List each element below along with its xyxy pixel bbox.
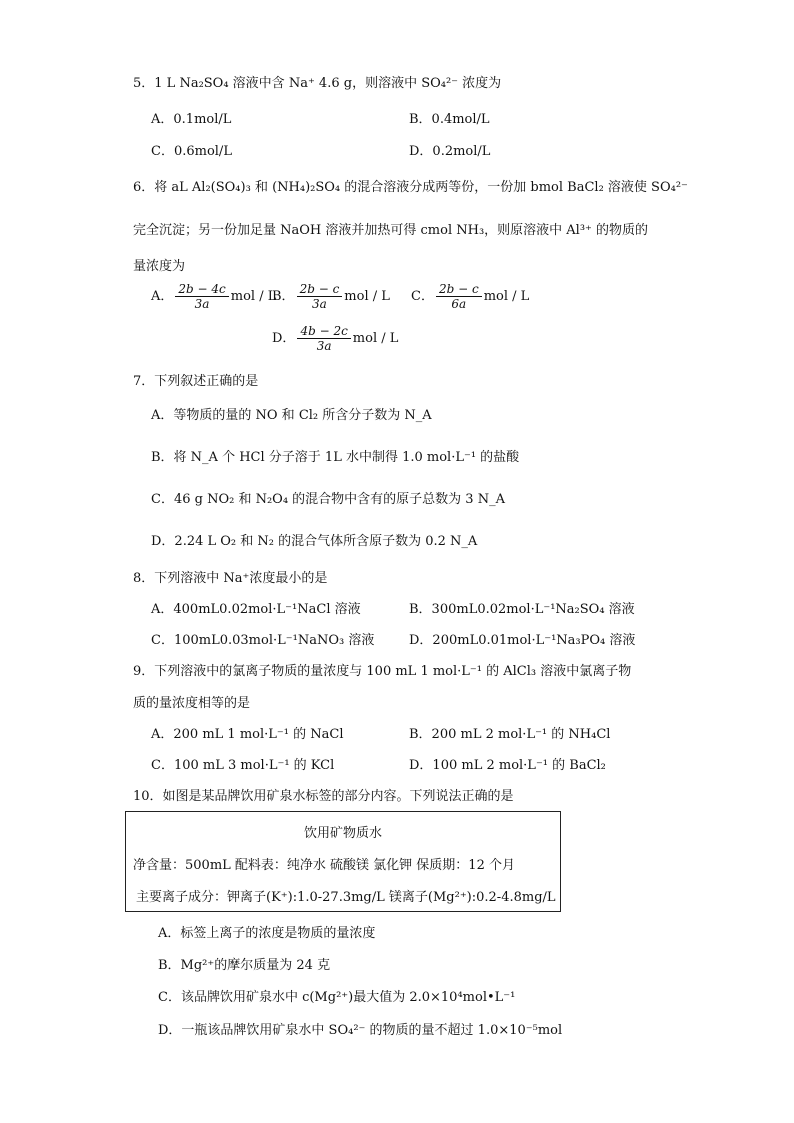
label-title: 饮用矿物质水 [303, 826, 382, 841]
q6-option-c-unit: mol / L [483, 289, 530, 304]
q6-option-d-label: D． [272, 331, 296, 346]
q6-option-a [151, 282, 276, 311]
q6-option-b-fraction [297, 282, 343, 311]
q9-stem-line1: 9．下列溶液中的氯离子物质的量浓度与 100 mL 1 mol·L⁻¹ 的 AlCl₃ 溶液中氯离子物 [133, 664, 632, 679]
q8-option-d: D．200mL0.01mol·L⁻¹Na₃PO₄ 溶液 [409, 633, 636, 648]
q6-stem-line3: 量浓度为 [133, 259, 186, 274]
q8-option-b: B．300mL0.02mol·L⁻¹Na₂SO₄ 溶液 [409, 602, 635, 617]
q6-option-c [411, 282, 529, 311]
q5-stem: 5．1 L Na₂SO₄ 溶液中含 Na⁺ 4.6 g，则溶液中 SO₄²⁻ 浓度为 [133, 76, 502, 91]
q6-option-c-fraction [436, 282, 482, 311]
q8-stem: 8．下列溶液中 Na⁺浓度最小的是 [133, 571, 328, 586]
q10-option-d: D．一瓶该品牌饮用矿泉水中 SO₄²⁻ 的物质的量不超过 1.0×10⁻⁵mol [158, 1023, 563, 1038]
q6-option-a-numerator: 2b − 4c [175, 282, 228, 297]
q7-option-a: A．等物质的量的 NO 和 Cl₂ 所含分子数为 N_A [151, 408, 432, 423]
q5-option-a: A．0.1mol/L [151, 112, 232, 127]
q8-option-c: C．100mL0.03mol·L⁻¹NaNO₃ 溶液 [151, 633, 375, 648]
q6-option-d-denominator: 3a [316, 339, 332, 353]
q6-stem-line1: 6．将 aL Al₂(SO₄)₃ 和 (NH₄)₂SO₄ 的混合溶液分成两等份，一份加 bmol BaCl₂ 溶液使 SO₄²⁻ [133, 180, 688, 195]
q8-option-a: A．400mL0.02mol·L⁻¹NaCl 溶液 [151, 602, 361, 617]
q6-option-b-numerator: 2b − c [297, 282, 343, 297]
q10-option-c: C．该品牌饮用矿泉水中 c(Mg²⁺)最大值为 2.0×10⁴mol•L⁻¹ [158, 990, 516, 1005]
q6-option-b-unit: mol / L [344, 289, 390, 304]
q7-option-b: B．将 N_A 个 HCl 分子溶于 1L 水中制得 1.0 mol·L⁻¹ 的盐酸 [151, 450, 520, 465]
q6-option-b-denominator: 3a [312, 297, 327, 311]
q5-option-d: D．0.2mol/L [409, 144, 491, 159]
q5-option-c: C．0.6mol/L [151, 144, 232, 159]
q6-option-a-unit: mol / L [230, 289, 277, 304]
q6-option-a-label: A． [151, 289, 174, 304]
q6-option-d-fraction [297, 324, 350, 353]
q9-option-d: D．100 mL 2 mol·L⁻¹ 的 BaCl₂ [409, 758, 606, 773]
q6-option-c-label: C． [411, 289, 434, 304]
mineral-water-label-box [125, 811, 561, 912]
q6-option-b-label: B． [272, 289, 295, 304]
q9-option-b: B．200 mL 2 mol·L⁻¹ 的 NH₄Cl [409, 727, 611, 742]
label-line-1: 净含量：500mL 配料表：纯净水 硫酸镁 氯化钾 保质期：12 个月 [133, 858, 515, 873]
q6-option-d [272, 324, 398, 353]
q7-option-c: C．46 g NO₂ 和 N₂O₄ 的混合物中含有的原子总数为 3 N_A [151, 492, 505, 507]
q6-option-a-fraction [175, 282, 228, 311]
q6-option-c-denominator: 6a [451, 297, 467, 311]
q7-stem: 7．下列叙述正确的是 [133, 374, 259, 389]
q9-option-a: A．200 mL 1 mol·L⁻¹ 的 NaCl [151, 727, 344, 742]
q9-stem-line2: 质的量浓度相等的是 [133, 696, 251, 711]
label-line-2: 主要离子成分：钾离子(K⁺):1.0-27.3mg/L 镁离子(Mg²⁺):0.2-4.8mg/L [136, 890, 556, 905]
q6-option-a-denominator: 3a [194, 297, 210, 311]
q10-option-a: A．标签上离子的浓度是物质的量浓度 [158, 926, 376, 941]
q9-option-c: C．100 mL 3 mol·L⁻¹ 的 KCl [151, 758, 335, 773]
q7-option-d: D．2.24 L O₂ 和 N₂ 的混合气体所含原子数为 0.2 N_A [151, 534, 478, 549]
q6-stem-line2: 完全沉淀；另一份加足量 NaOH 溶液并加热可得 cmol NH₃，则原溶液中 Al³⁺ 的物质的 [133, 223, 649, 238]
q10-stem: 10．如图是某品牌饮用矿泉水标签的部分内容。下列说法正确的是 [133, 789, 514, 804]
q6-option-b [272, 282, 390, 311]
q10-option-b: B．Mg²⁺的摩尔质量为 24 克 [158, 958, 331, 973]
q6-option-d-numerator: 4b − 2c [297, 324, 350, 339]
q6-option-d-unit: mol / L [352, 331, 399, 346]
q6-option-c-numerator: 2b − c [436, 282, 482, 297]
q5-option-b: B．0.4mol/L [409, 112, 490, 127]
